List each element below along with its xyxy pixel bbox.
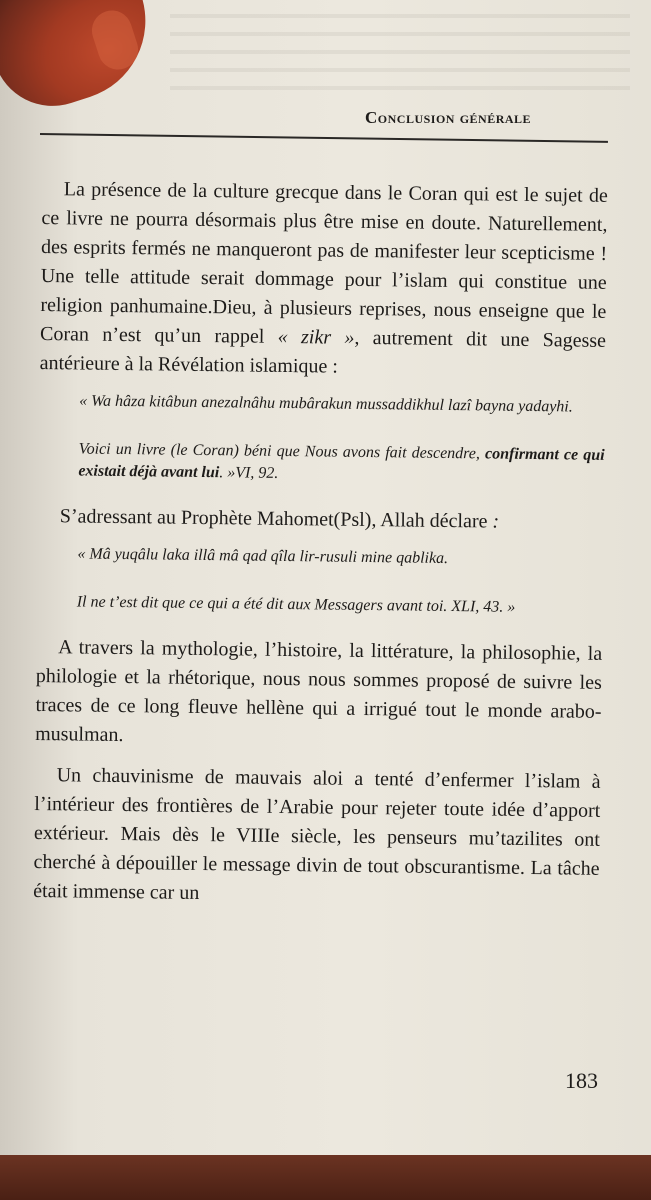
paragraph-intro bbox=[40, 175, 608, 385]
table-surface bbox=[0, 1155, 651, 1200]
paragraph-intro-text-after: , autrement dit une Sagesse antérieure à la Révélation islamique : bbox=[39, 326, 607, 378]
quote1-translation-bold: confirmant ce qui existait déjà avant lui bbox=[78, 445, 605, 482]
quote1-translation bbox=[38, 438, 604, 489]
quote2-transliteration: « Mâ yuqâlu laka illâ mâ qad qîla lir-rusuli mine qablika. bbox=[77, 545, 449, 567]
bleed-through-text bbox=[170, 0, 630, 100]
paragraph-prophet-colon: : bbox=[492, 510, 500, 533]
quote2-translation: Il ne t’est dit que ce qui a été dit aux Messagers avant toi. XLI, 43. » bbox=[76, 593, 516, 616]
header-rule bbox=[40, 133, 608, 143]
paragraph-traces: A travers la mythologie, l’histoire, la littérature, la philosophie, la philologie et la rhétorique, nous nous sommes proposé de suivre les traces de ce long fleuve hellène qui a irrigué tout le monde arabo-musulman. bbox=[35, 636, 603, 747]
quote1-translation-before: Voici un livre (le Coran) béni que Nous avons fait descendre, bbox=[78, 440, 486, 463]
quote1-transliteration: « Wa hâza kitâbun anezalnâhu mubârakun mussaddikhul lazî bayna yadayhi. bbox=[79, 392, 573, 416]
page-body bbox=[33, 175, 608, 913]
running-header: Conclusion générale bbox=[365, 108, 532, 127]
term-zikr: « zikr » bbox=[277, 325, 355, 349]
paragraph-chauvinisme: Un chauvinisme de mauvais aloi a tenté d’enfermer l’islam à l’intérieur des frontières de l’Arabie pour rejeter toute idée d’apport extérieur. Mais dès le VIIIe siècle, les penseurs mu’tazilites ont cherché à dépouiller le message divin de tout obscurantisme. La tâche était immense car un bbox=[33, 764, 601, 904]
paragraph-prophet-text: S’adressant au Prophète Mahomet(Psl), Allah déclare bbox=[59, 505, 493, 533]
page-number: 183 bbox=[565, 1068, 598, 1093]
quote1-translation-after: . »VI, 92. bbox=[219, 464, 279, 482]
paragraph-intro-text-before: La présence de la culture grecque dans le Coran qui est le sujet de ce livre ne pourra désormais plus être mise en doute. Naturellement, des esprits fermés ne manqueront pas de manifester leur scepticisme ! Une telle attitude serait dommage pour l’islam qui constitue une religion panhumaine.Dieu, à plusieurs reprises, nous enseigne que le Coran n’est qu’un rappel bbox=[39, 178, 608, 348]
